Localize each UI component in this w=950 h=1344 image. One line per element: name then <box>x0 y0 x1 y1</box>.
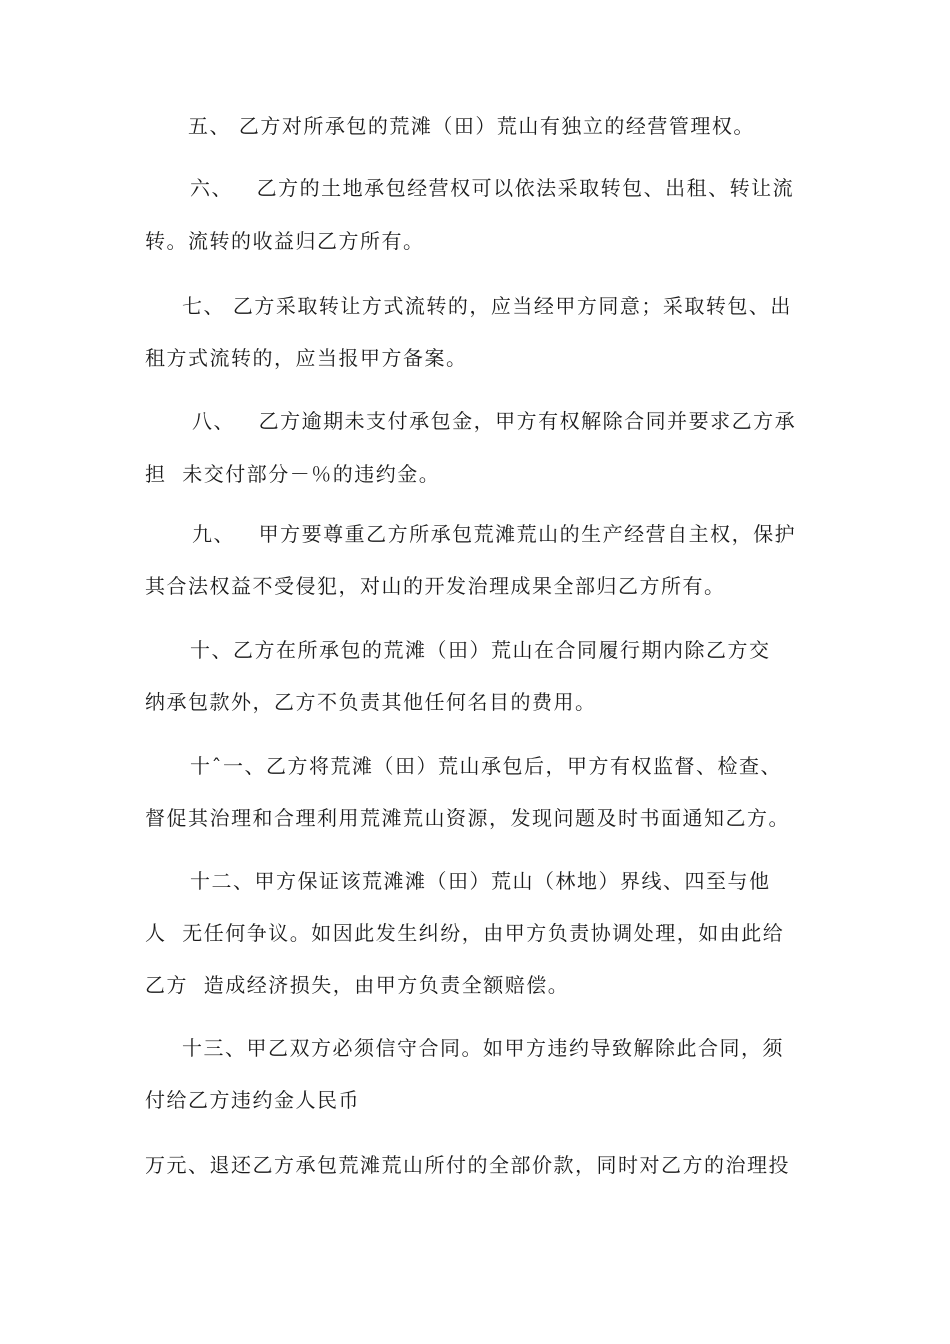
clause-8-line-2: 担 未交付部分－％的违约金。 <box>145 462 441 486</box>
clause-9-line-2: 其合法权益不受侵犯，对山的开发治理成果全部归乙方所有。 <box>145 574 726 598</box>
clause-12-line-3: 乙方 造成经济损失，由甲方负责全额赔偿。 <box>145 973 570 997</box>
clause-6-line-2: 转。流转的收益归乙方所有。 <box>145 229 425 253</box>
clause-10-line-2: 纳承包款外，乙方不负责其他任何名目的费用。 <box>145 690 597 714</box>
clause-11-line-2: 督促其治理和合理利用荒滩荒山资源，发现问题及时书面通知乙方。 <box>145 806 790 830</box>
clause-11-line-1: 十ˆ一、乙方将荒滩（田）荒山承包后，甲方有权监督、检查、 <box>190 754 782 778</box>
clause-10-line-1: 十、乙方在所承包的荒滩（田）荒山在合同履行期内除乙方交 <box>190 638 771 662</box>
clause-12-line-2: 人 无任何争议。如因此发生纠纷，由甲方负责协调处理，如由此给 <box>145 921 785 945</box>
clause-6-line-1: 六、 乙方的土地承包经营权可以依法采取转包、出租、转让流 <box>190 176 795 200</box>
clause-12-line-1: 十二、甲方保证该荒滩滩（田）荒山（林地）界线、四至与他 <box>190 869 771 893</box>
clause-9-line-1: 九、 甲方要尊重乙方所承包荒滩荒山的生产经营自主权，保护 <box>192 522 797 546</box>
clause-7-line-1: 七、 乙方采取转让方式流转的，应当经甲方同意；采取转包、出 <box>182 294 792 318</box>
clause-13-line-2: 付给乙方违约金人民币 <box>145 1088 360 1112</box>
clause-7-line-2: 租方式流转的，应当报甲方备案。 <box>145 346 468 370</box>
clause-13-line-1: 十三、甲乙双方必须信守合同。如甲方违约导致解除此合同，须 <box>182 1036 784 1060</box>
clause-8-line-1: 八、 乙方逾期未支付承包金，甲方有权解除合同并要求乙方承 <box>192 409 797 433</box>
clause-5-line-1: 五、 乙方对所承包的荒滩（田）荒山有独立的经营管理权。 <box>188 114 755 138</box>
clause-13-line-3: 万元、退还乙方承包荒滩荒山所付的全部价款，同时对乙方的治理投 <box>145 1153 790 1177</box>
